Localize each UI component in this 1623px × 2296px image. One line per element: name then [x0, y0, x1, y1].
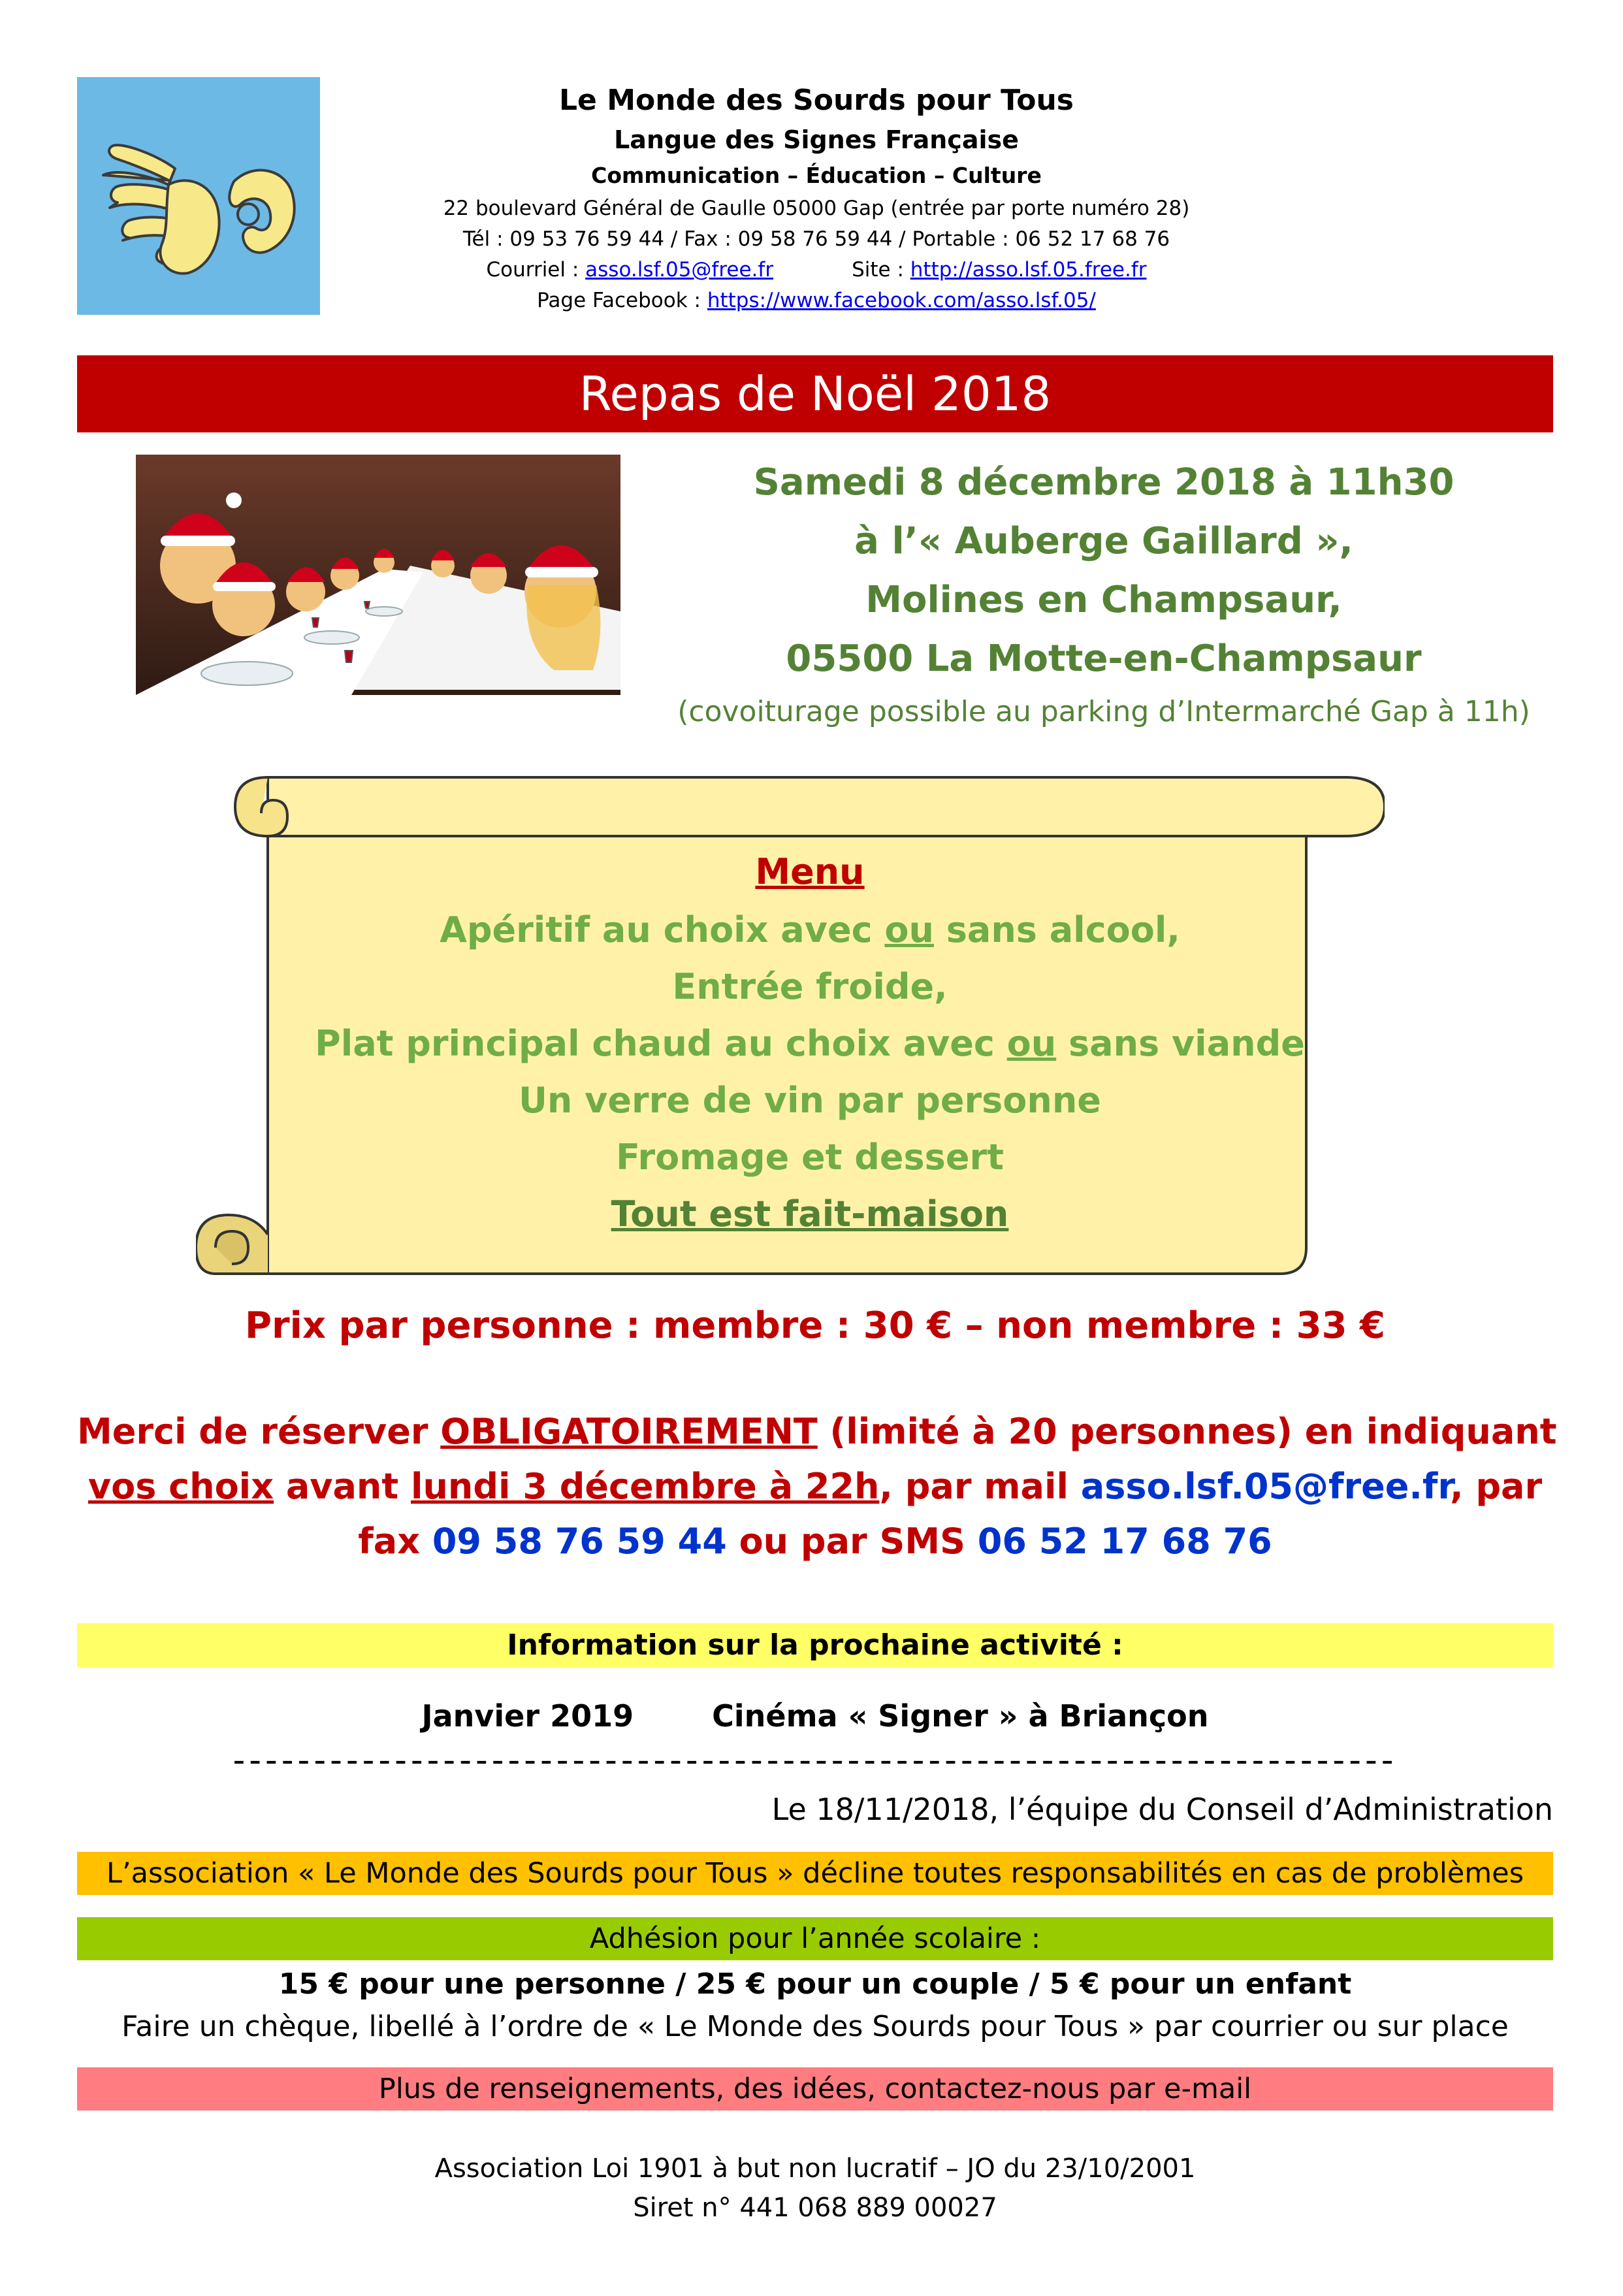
sign-language-hand-logo-icon	[77, 77, 320, 315]
facebook-line	[366, 285, 1267, 316]
membership-heading: Adhésion pour l’année scolaire :	[77, 1917, 1553, 1960]
reservation-text: Merci de réserver	[77, 1411, 441, 1452]
menu-line-vin: Un verre de vin par personne	[519, 1080, 1101, 1121]
event-info	[620, 453, 1587, 736]
menu-line-homemade: Tout est fait-maison	[611, 1193, 1009, 1235]
reservation-sms: 06 52 17 68 76	[977, 1521, 1272, 1562]
reservation-email[interactable]: asso.lsf.05@free.fr	[1080, 1466, 1451, 1507]
menu-emphasis: ou	[1006, 1023, 1057, 1064]
menu-title: Menu	[755, 851, 865, 892]
menu-line-aperitif	[274, 901, 1345, 958]
next-activity-heading: Information sur la prochaine activité :	[77, 1623, 1553, 1668]
reservation-line-2	[77, 1459, 1553, 1514]
reservation-text: , par mail	[879, 1466, 1081, 1507]
language-line: Langue des Signes Française	[614, 125, 1019, 154]
membership-cheque: Faire un chèque, libellé à l’ordre de « Le Monde des Sourds pour Tous » par courrier ou sur place	[121, 2010, 1509, 2043]
email-label: Courriel :	[486, 258, 586, 282]
facebook-label: Page Facebook :	[537, 289, 707, 312]
menu-text: sans viande	[1056, 1023, 1305, 1064]
menu-text: sans alcool,	[933, 909, 1180, 950]
reservation-line-1	[77, 1404, 1557, 1459]
event-date: Samedi 8 décembre 2018 à 11h30	[753, 461, 1454, 504]
menu	[274, 843, 1345, 1242]
membership-prices: 15 € pour une personne / 25 € pour un couple / 5 € pour un enfant	[278, 1967, 1352, 2001]
footer-association: Association Loi 1901 à but non lucratif – JO du 23/10/2001	[434, 2154, 1196, 2184]
reservation-text: , par	[1450, 1466, 1543, 1507]
footer	[77, 2149, 1553, 2227]
reservation-text: (limité à 20 personnes) en indiquant	[817, 1411, 1557, 1452]
next-activity-line	[77, 1692, 1553, 1740]
page-title: Repas de Noël 2018	[77, 355, 1553, 432]
reservation-deadline: lundi 3 décembre à 22h	[410, 1466, 880, 1507]
reservation-emphasis: vos choix	[88, 1466, 274, 1507]
menu-line-entree: Entrée froide,	[672, 966, 948, 1007]
event-place: Molines en Champsaur,	[865, 579, 1342, 621]
address: 22 boulevard Général de Gaulle 05000 Gap (entrée par porte numéro 28)	[443, 197, 1190, 220]
phones: Tél : 09 53 76 59 44 / Fax : 09 58 76 59 44 / Portable : 06 52 17 68 76	[462, 227, 1170, 251]
site-link[interactable]: http://asso.lsf.05.free.fr	[910, 258, 1147, 282]
contact-bar: Plus de renseignements, des idées, contactez-nous par e-mail	[77, 2067, 1553, 2110]
price-line: Prix par personne : membre : 30 € – non membre : 33 €	[244, 1304, 1386, 1347]
next-activity-date: Janvier 2019	[421, 1698, 634, 1734]
menu-text: Plat principal chaud au choix avec	[315, 1023, 1007, 1064]
menu-emphasis: ou	[884, 909, 934, 950]
menu-line-plat	[274, 1015, 1345, 1072]
header	[366, 80, 1267, 316]
reservation-text: ou par SMS	[726, 1521, 978, 1562]
reservation-fax: 09 58 76 59 44	[432, 1521, 727, 1562]
event-town: 05500 La Motte-en-Champsaur	[786, 638, 1422, 680]
email-link[interactable]: asso.lsf.05@free.fr	[585, 258, 774, 282]
site-label: Site :	[852, 258, 910, 282]
footer-siret: Siret n° 441 068 889 00027	[633, 2193, 997, 2223]
reservation-text: fax	[358, 1521, 432, 1562]
facebook-link[interactable]: https://www.facebook.com/asso.lsf.05/	[707, 289, 1096, 312]
reservation-notice	[77, 1404, 1557, 1569]
signature: Le 18/11/2018, l’équipe du Conseil d’Administration	[771, 1792, 1553, 1827]
reservation-line-3	[77, 1514, 1553, 1569]
tagline: Communication – Éducation – Culture	[591, 163, 1042, 188]
event-venue: à l’« Auberge Gaillard »,	[854, 520, 1353, 562]
next-activity-event: Cinéma « Signer » à Briançon	[712, 1698, 1209, 1734]
disclaimer-bar: L’association « Le Monde des Sourds pour Tous » décline toutes responsabilités en cas de problèmes	[77, 1852, 1553, 1895]
carpool-note: (covoiturage possible au parking d’Intermarché Gap à 11h)	[677, 695, 1530, 728]
christmas-dinner-illustration-icon	[136, 455, 620, 695]
reservation-text: avant	[274, 1466, 411, 1507]
divider: ------------------------------------------------------------------------	[233, 1741, 1398, 1780]
menu-line-dessert: Fromage et dessert	[616, 1137, 1004, 1178]
menu-text: Apéritif au choix avec	[440, 909, 885, 950]
contact-line	[366, 255, 1267, 285]
reservation-emphasis: OBLIGATOIREMENT	[440, 1411, 818, 1452]
org-name: Le Monde des Sourds pour Tous	[559, 84, 1074, 117]
